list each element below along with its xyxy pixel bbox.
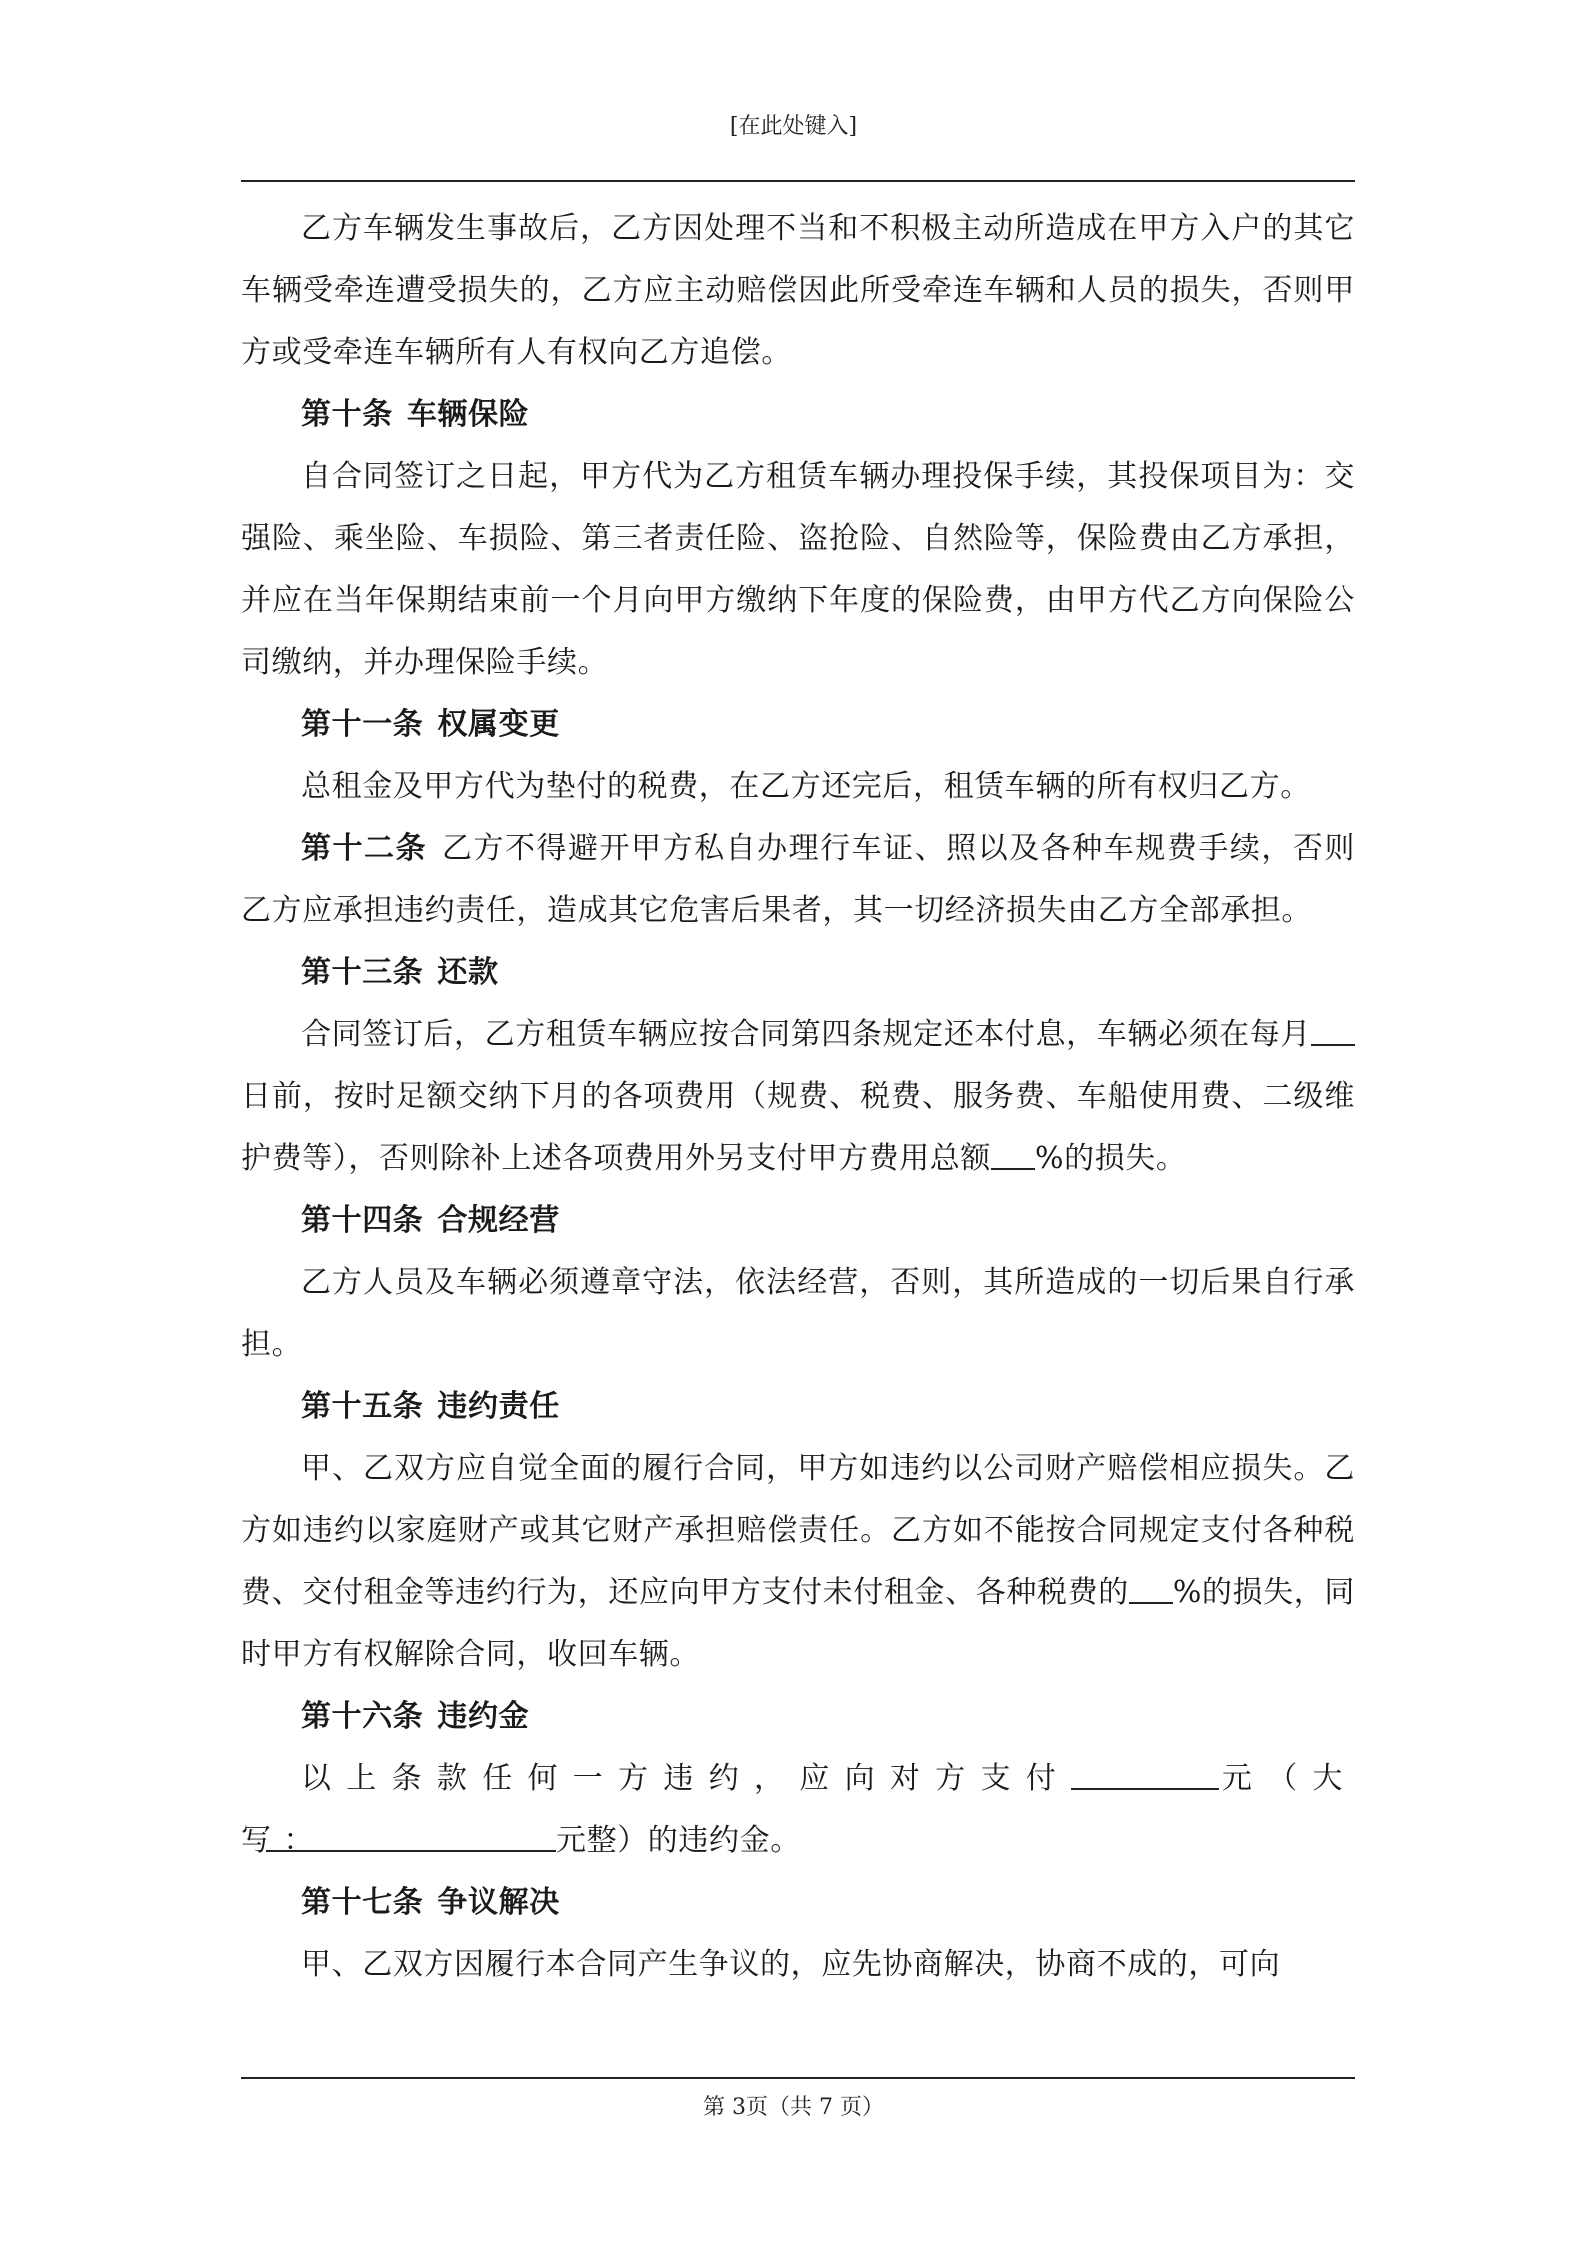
clause-number: 第十二条 [301, 831, 428, 866]
clause-number: 第十条 [301, 397, 393, 432]
clause-title: 违约责任 [437, 1389, 560, 1424]
clause-15-heading [241, 1376, 1355, 1438]
text-segment: 甲、乙双方应自觉全面的履行合同，甲方如违约以公司财产赔偿相应损失。乙方如违约以家庭财产或其它财产承担赔偿责任。乙方如不能按合同规定支付各种税费、交付租金等违约行为，还应向甲方支付未付租金、各种税费的 [241, 1451, 1355, 1610]
clause-9-continuation: 乙方车辆发生事故后，乙方因处理不当和不积极主动所造成在甲方入户的其它车辆受牵连遭受损失的，乙方应主动赔偿因此所受牵连车辆和人员的损失，否则甲方或受牵连车辆所有人有权向乙方追偿。 [241, 211, 1355, 370]
clause-number: 第十三条 [301, 955, 424, 990]
clause-number: 第十五条 [301, 1389, 424, 1424]
clause-title: 争议解决 [437, 1885, 560, 1920]
clause-12-text [241, 818, 1355, 942]
text-segment: 以上条款任何一方违约，应向对方支付 [301, 1761, 1072, 1796]
clause-title: 车辆保险 [406, 397, 530, 432]
clause-title: 权属变更 [437, 707, 560, 742]
fill-blank-percent [991, 1142, 1035, 1170]
page-number: 第 3页（共 7 页） [703, 2095, 884, 2120]
page-header: [在此处键入] [729, 114, 858, 139]
clause-17-text: 甲、乙双方因履行本合同产生争议的，应先协商解决，协商不成的，可向 [301, 1947, 1281, 1982]
clause-17-heading [241, 1872, 1355, 1934]
text-segment: %的损失，同时甲方有权解除合同，收回车辆。 [241, 1575, 1355, 1672]
fill-blank-percent [1129, 1576, 1173, 1604]
clause-number: 第十七条 [301, 1885, 424, 1920]
clause-14-heading [241, 1190, 1355, 1252]
text-segment: 元整）的违约金。 [556, 1823, 801, 1858]
fill-blank-amount [1071, 1762, 1219, 1790]
clause-13-heading [241, 942, 1355, 1004]
contract-body [241, 198, 1355, 1996]
text-segment: 日前，按时足额交纳下月的各项费用（规费、税费、服务费、车船使用费、二级维护费等），否则除补上述各项费用外另支付甲方费用总额 [241, 1079, 1355, 1176]
clause-11-text: 总租金及甲方代为垫付的税费，在乙方还完后，租赁车辆的所有权归乙方。 [301, 769, 1311, 804]
clause-title: 违约金 [437, 1699, 530, 1734]
clause-body: 乙方不得避开甲方私自办理行车证、照以及各种车规费手续，否则乙方应承担违约责任，造成其它危害后果者，其一切经济损失由乙方全部承担。 [241, 831, 1355, 928]
clause-13-text [241, 1004, 1355, 1190]
clause-14-text: 乙方人员及车辆必须遵章守法，依法经营，否则，其所造成的一切后果自行承担。 [241, 1265, 1355, 1362]
clause-16-heading [241, 1686, 1355, 1748]
clause-10-text: 自合同签订之日起，甲方代为乙方租赁车辆办理投保手续，其投保项目为：交强险、乘坐险、车损险、第三者责任险、盗抢险、自然险等，保险费由乙方承担，并应在当年保期结束前一个月向甲方缴纳下年度的保险费，由甲方代乙方向保险公司缴纳，并办理保险手续。 [241, 459, 1355, 680]
clause-11-heading [241, 694, 1355, 756]
fill-blank-amount-words [266, 1824, 556, 1852]
clause-title: 合规经营 [437, 1203, 560, 1238]
clause-number: 第十四条 [301, 1203, 424, 1238]
clause-16-text [241, 1748, 1355, 1872]
fill-blank-day [1311, 1018, 1355, 1046]
text-segment: 元（大写： [241, 1761, 1356, 1858]
clause-10-heading [241, 384, 1355, 446]
clause-15-text [241, 1438, 1355, 1686]
text-segment: 合同签订后，乙方租赁车辆应按合同第四条规定还本付息，车辆必须在每月 [301, 1017, 1311, 1052]
clause-title: 还款 [437, 955, 499, 990]
footer-rule [241, 2077, 1355, 2079]
text-segment: %的损失。 [1035, 1141, 1187, 1176]
clause-number: 第十六条 [301, 1699, 424, 1734]
clause-number: 第十一条 [301, 707, 424, 742]
header-rule [241, 180, 1355, 182]
